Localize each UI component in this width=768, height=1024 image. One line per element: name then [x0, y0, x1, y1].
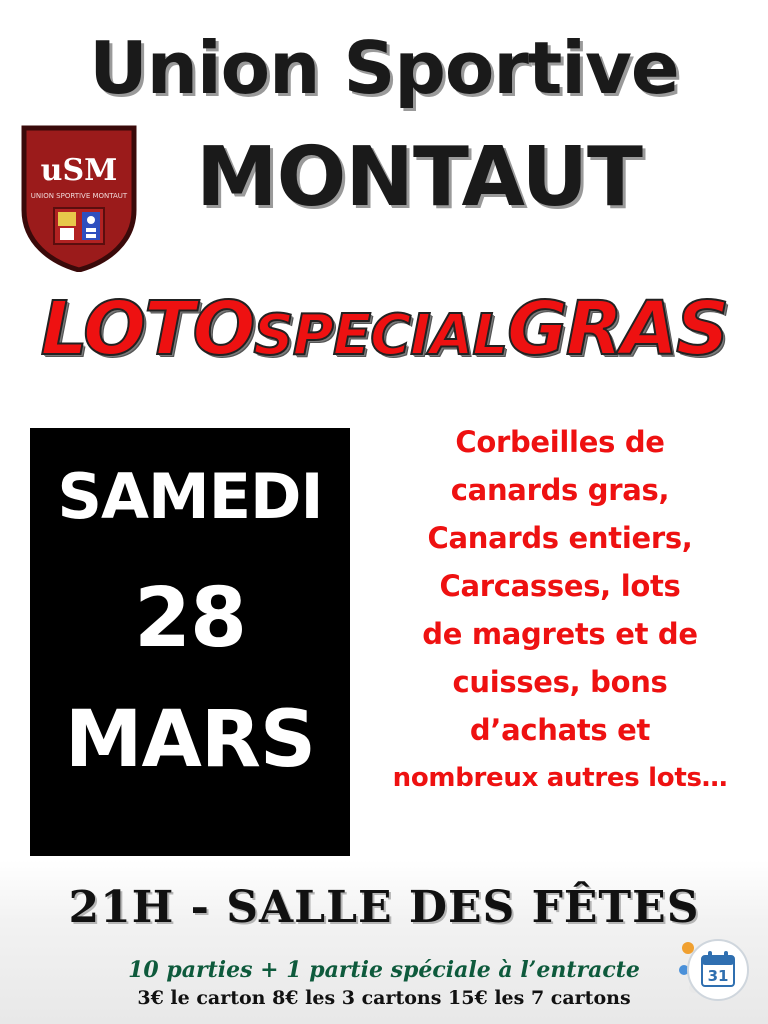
svg-text:UNION SPORTIVE MONTAUT: UNION SPORTIVE MONTAUT	[30, 192, 128, 200]
prize-list	[360, 418, 760, 802]
calendar-day-number: 31	[707, 967, 729, 985]
svg-text:uSM: uSM	[40, 153, 118, 188]
prize-line: Canards entiers,	[427, 521, 693, 555]
page-title-line2: MONTAUT	[196, 130, 642, 225]
calendar-icon[interactable]	[674, 930, 750, 1006]
event-date-weekday: SAMEDI	[57, 460, 323, 533]
prize-line: nombreux autres lots…	[392, 763, 728, 793]
club-crest-logo	[20, 124, 138, 272]
prize-line: d’achats et	[469, 713, 651, 747]
prize-line: Carcasses, lots	[439, 569, 681, 603]
headline-word-gras: GRAS	[507, 286, 728, 372]
page-title-line1: Union Sportive	[89, 26, 679, 110]
footer-pricing-info: 3€ le carton 8€ les 3 cartons 15€ les 7 cartons	[137, 987, 631, 1009]
event-date-month: MARS	[64, 695, 316, 785]
headline-word-special: SPECIAL	[253, 303, 508, 368]
headline-word-loto: LOTO	[40, 286, 254, 372]
event-time-and-venue: 21H - SALLE DES FÊTES	[68, 882, 700, 933]
prize-line: Corbeilles de	[455, 425, 665, 459]
prize-line: canards gras,	[450, 473, 670, 507]
event-date-number: 28	[133, 571, 247, 666]
prize-line: cuisses, bons	[452, 665, 668, 699]
prize-line: de magrets et de	[422, 617, 698, 651]
footer-games-info: 10 parties + 1 partie spéciale à l’entracte	[128, 957, 640, 983]
headline-loto-special-gras	[0, 286, 768, 379]
event-date-box	[30, 428, 350, 856]
